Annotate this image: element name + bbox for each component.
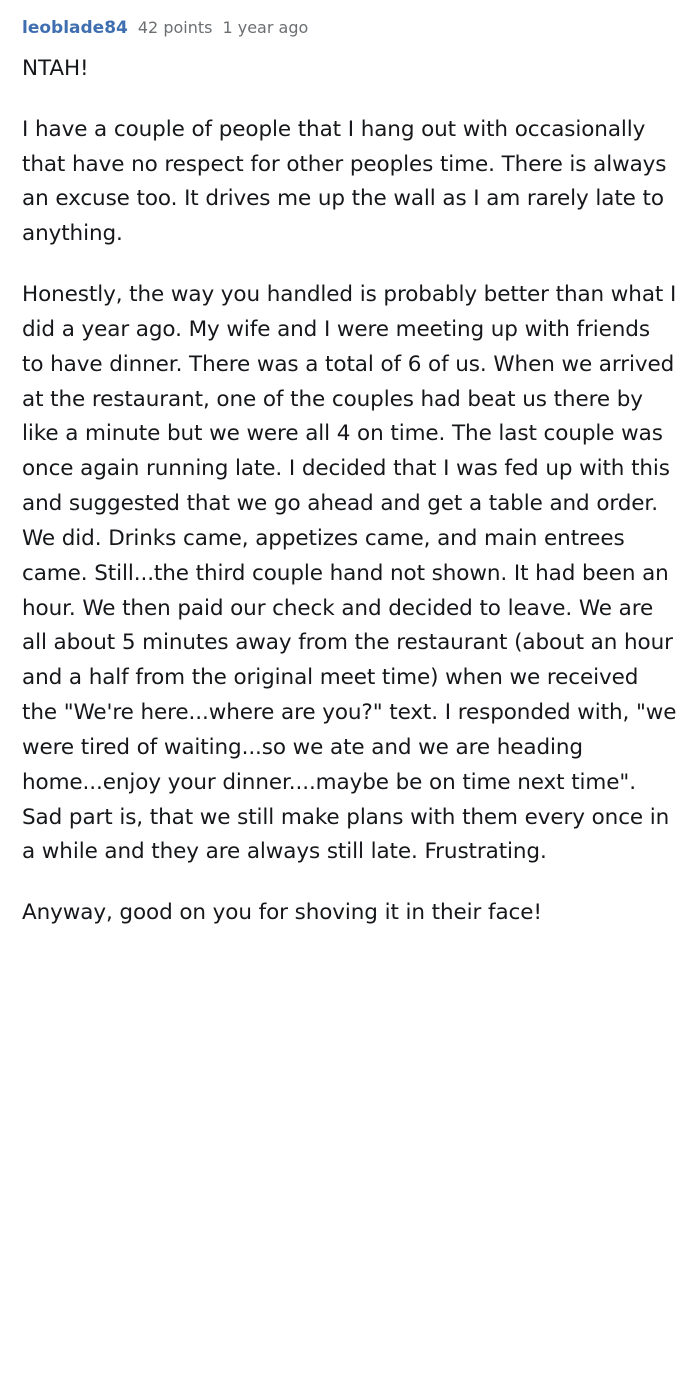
comment-paragraph: Anyway, good on you for shoving it in their face!: [22, 900, 542, 926]
comment-paragraph: I have a couple of people that I hang out with occasionally that have no respect for other peoples time. There is always an excuse too. It drives me up the wall as I am rarely late to anything.: [22, 116, 667, 247]
comment-body: [22, 52, 678, 931]
comment-points: 42 points: [137, 18, 213, 37]
comment-header: [22, 18, 678, 38]
comment-paragraph: Honestly, the way you handled is probably better than what I did a year ago. My wife and I were meeting up with friends to have dinner. There was a total of 6 of us. When we arrived at the restaurant, one of the couples had beat us there by like a minute but we were all 4 on time. The last couple was once again running late. I decided that I was fed up with this and suggested that we go ahead and get a table and order. We did. Drinks came, appetizes came, and main entrees came. Still...the third couple hand not shown. It had been an hour. We then paid our check and decided to leave. We are all about 5 minutes away from the restaurant (about an hour and a half from the original meet time) when we received the "We're here...where are you?" text. I responded with, "we were tired of waiting...so we ate and we are heading home...enjoy your dinner....maybe be on time next time". Sad part is, that we still make plans with them every once in a while and they are always still late. Frustrating.: [22, 282, 677, 865]
comment-paragraph: NTAH!: [22, 56, 89, 81]
comment-author[interactable]: leoblade84: [22, 18, 128, 38]
comment-timestamp: 1 year ago: [222, 18, 309, 37]
